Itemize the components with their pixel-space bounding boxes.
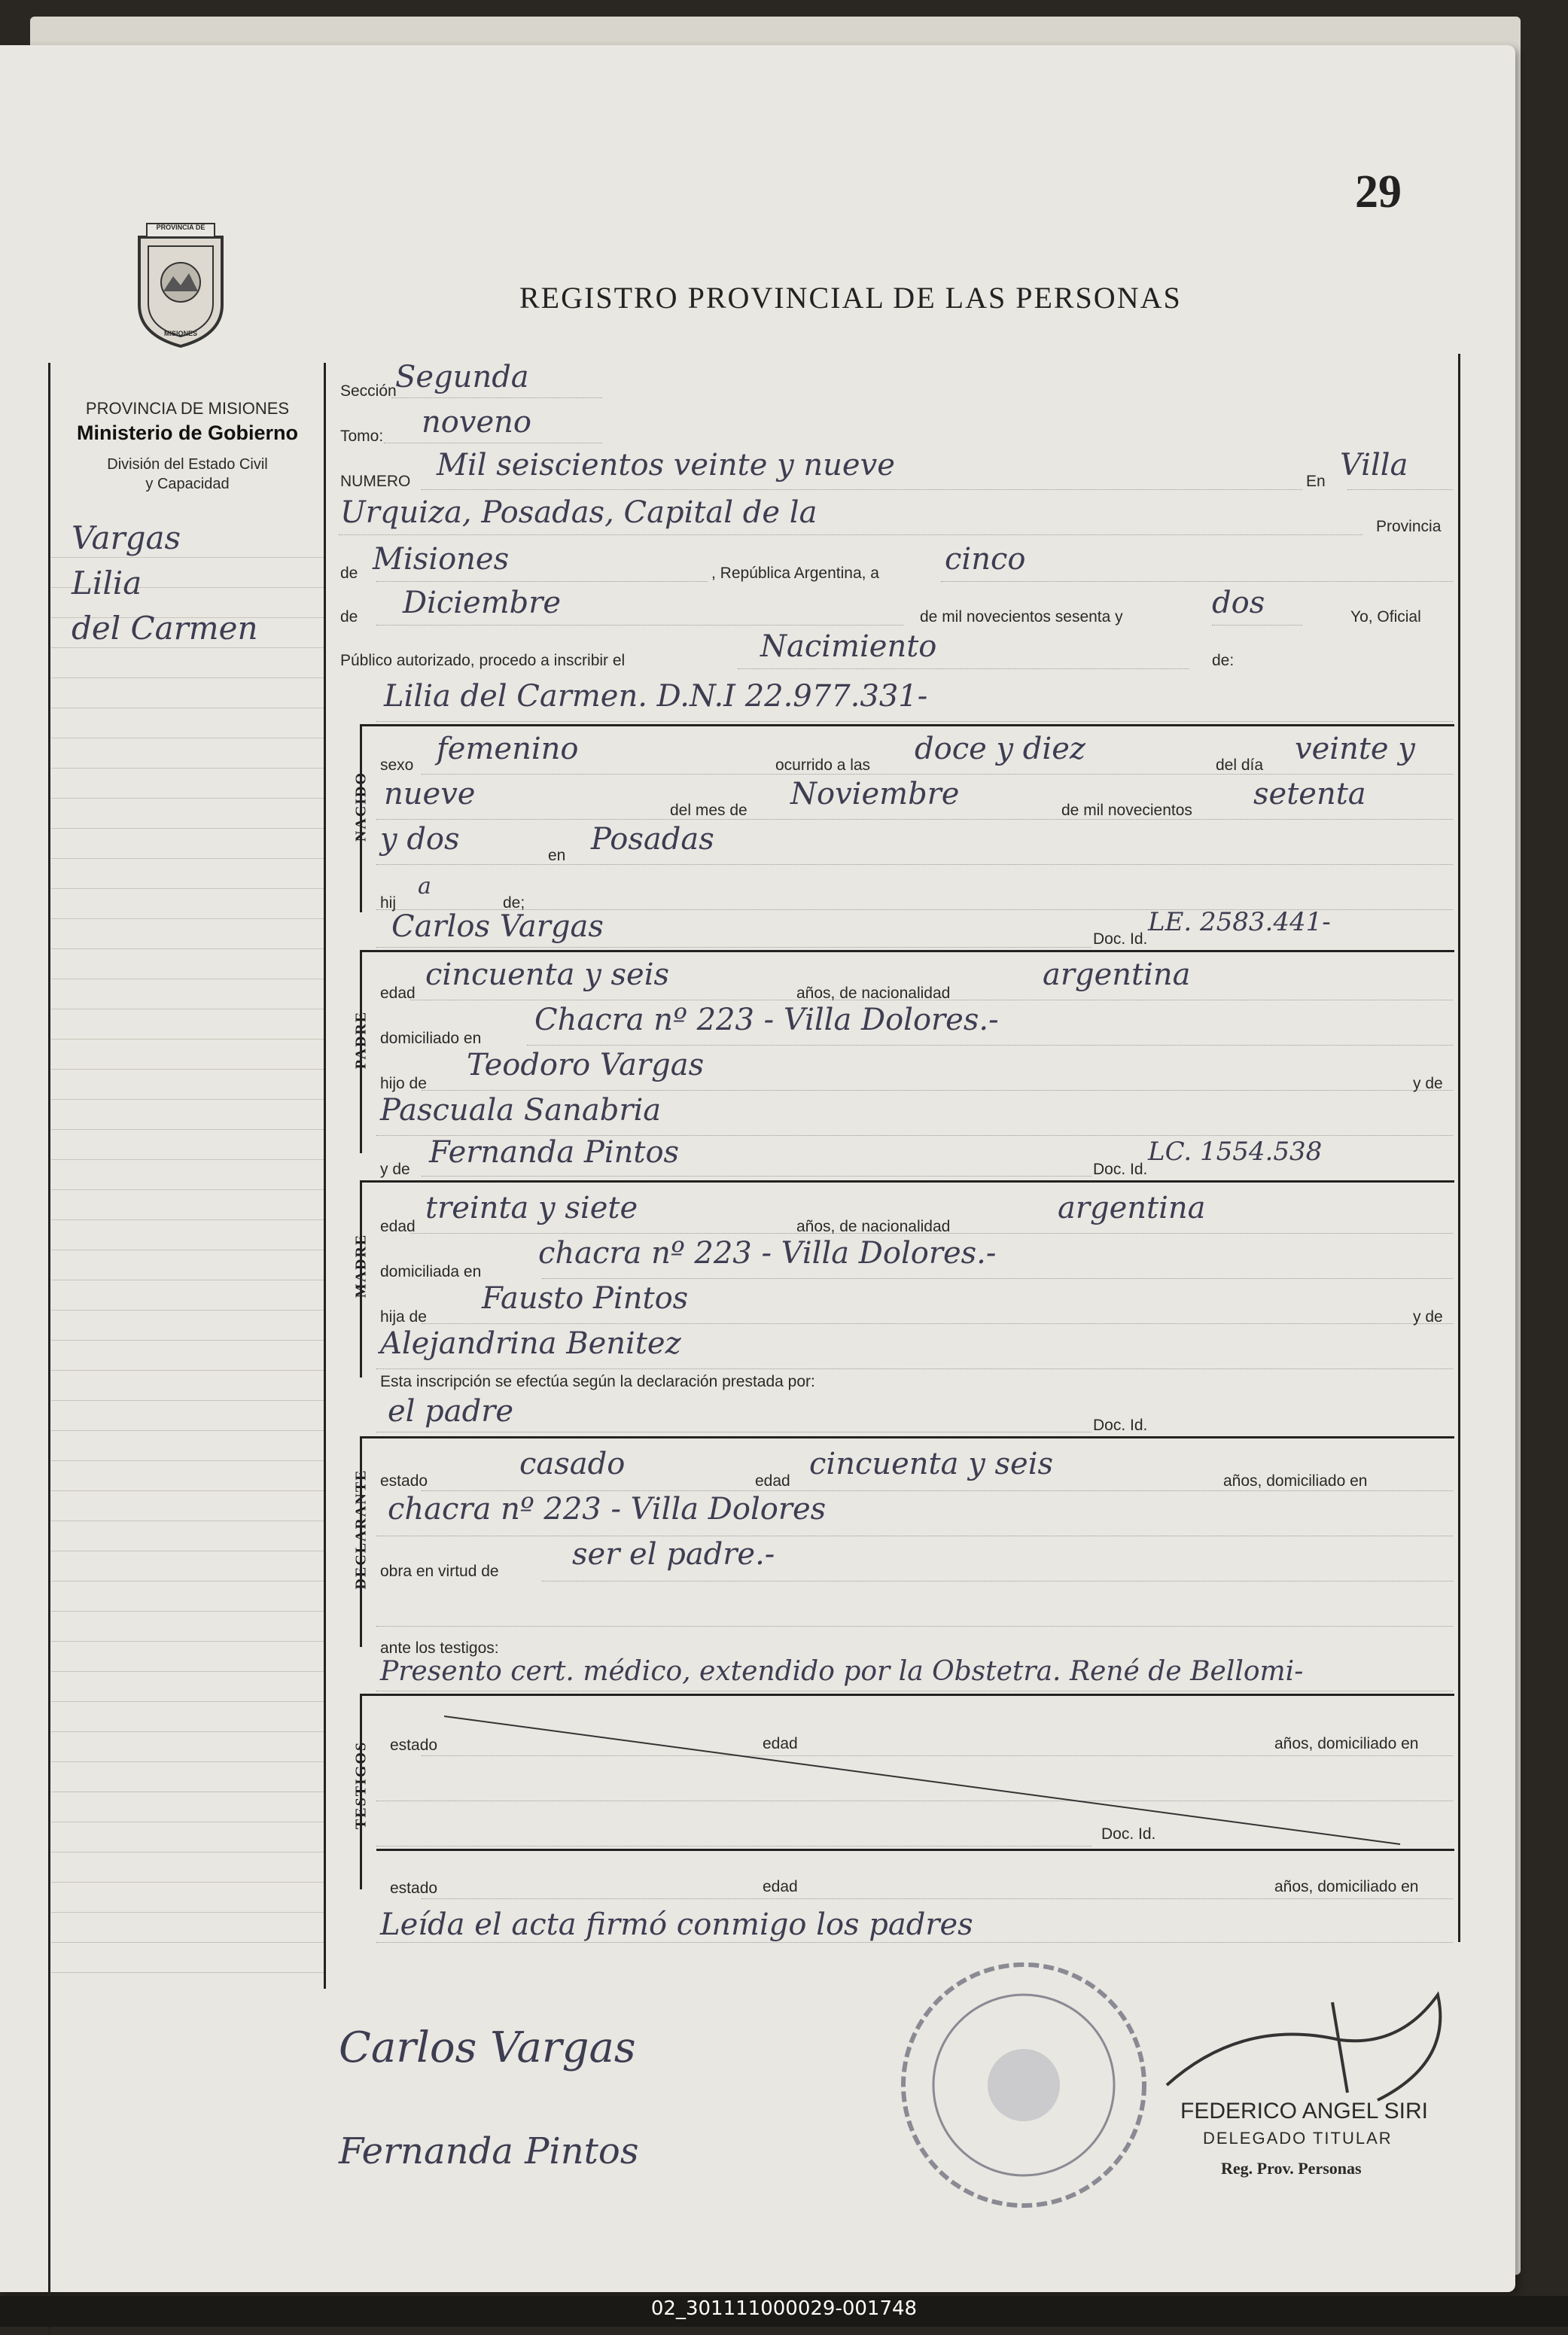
- label-de-colon: de:: [1212, 652, 1235, 669]
- label-padre-nac: años, de nacionalidad: [796, 985, 951, 1002]
- value-padre-padre: Teodoro Vargas: [467, 1048, 705, 1082]
- label-tomo: Tomo:: [340, 428, 384, 445]
- value-anio-nac-2: y dos: [380, 822, 460, 857]
- column-divider: [324, 363, 326, 1989]
- label-de-semicolon: de;: [503, 894, 525, 912]
- label-en: En: [1306, 473, 1326, 490]
- label-decl-edad: edad: [755, 1472, 790, 1490]
- value-acto: Nacimiento: [760, 629, 937, 664]
- label-madre-y-de: y de: [1413, 1308, 1443, 1326]
- value-madre-edad: treinta y siete: [425, 1191, 638, 1225]
- page-title: REGISTRO PROVINCIAL DE LAS PERSONAS: [519, 281, 1182, 315]
- value-dia-nac-2: nueve: [384, 777, 476, 811]
- value-padre-doc: LE. 2583.441-: [1148, 907, 1331, 937]
- page-number: 29: [1355, 166, 1402, 218]
- official-round-stamp-icon: [896, 1957, 1152, 2213]
- label-declarante-doc: Doc. Id.: [1093, 1417, 1148, 1434]
- value-madre-madre: Alejandrina Benitez: [380, 1326, 681, 1361]
- value-seccion: Segunda: [395, 360, 529, 394]
- value-mes: Diciembre: [403, 586, 562, 620]
- label-provincia: Provincia: [1376, 518, 1442, 535]
- label-testigo2-anos: años, domiciliado en: [1274, 1878, 1419, 1895]
- label-y-de-madre: y de: [380, 1161, 410, 1178]
- label-testigo1-doc: Doc. Id.: [1101, 1825, 1156, 1843]
- label-decl-estado: estado: [380, 1472, 428, 1490]
- header-division-1: División del Estado Civil: [107, 456, 268, 473]
- label-padre-edad: edad: [380, 985, 416, 1002]
- label-madre-dom: domiciliada en: [380, 1263, 482, 1280]
- header-division-2: y Capacidad: [145, 476, 230, 492]
- label-padre-dom: domiciliado en: [380, 1030, 482, 1047]
- value-en: Villa: [1340, 448, 1408, 483]
- value-decl-obra: ser el padre.-: [572, 1537, 775, 1572]
- label-padre-hijo: hijo de: [380, 1075, 427, 1092]
- label-padre-doc: Doc. Id.: [1093, 930, 1148, 948]
- value-cierre: Leída el acta firmó conmigo los padres: [380, 1907, 973, 1942]
- value-tomo: noveno: [422, 405, 531, 440]
- value-testigos: Presento cert. médico, extendido por la Obstetra. René de Bellomi-: [380, 1656, 1304, 1687]
- label-inscripcion: Esta inscripción se efectúa según la declaración prestada por:: [380, 1373, 815, 1390]
- value-decl-dom: chacra nº 223 - Villa Dolores: [388, 1492, 827, 1527]
- section-label-padre: PADRE: [352, 1010, 370, 1070]
- label-padre-y-de: y de: [1413, 1075, 1443, 1092]
- value-padre-nombre: Carlos Vargas: [391, 909, 604, 944]
- value-padre-madre: Pascuala Sanabria: [380, 1093, 662, 1128]
- value-nombre: Lilia del Carmen. D.N.I 22.977.331-: [384, 679, 928, 714]
- value-decl-edad: cincuenta y seis: [809, 1447, 1054, 1481]
- value-dia-nac-1: veinte y: [1295, 732, 1415, 766]
- value-hij-suffix: a: [418, 873, 431, 900]
- label-hij: hij: [380, 894, 397, 912]
- official-role: DELEGADO TITULAR: [1203, 2129, 1393, 2148]
- label-sexo: sexo: [380, 757, 414, 774]
- label-testigo1-edad: edad: [763, 1735, 798, 1752]
- value-anio-nac-1: setenta: [1253, 777, 1366, 811]
- label-republica: , República Argentina, a: [711, 565, 879, 582]
- label-madre-doc: Doc. Id.: [1093, 1161, 1148, 1178]
- label-testigo2-edad: edad: [763, 1878, 798, 1895]
- value-mes-nac: Noviembre: [790, 777, 960, 811]
- value-madre-nombre: Fernanda Pintos: [429, 1135, 680, 1170]
- value-declarante: el padre: [388, 1394, 514, 1429]
- label-en-lugar: en: [548, 847, 566, 864]
- value-padre-edad: cincuenta y seis: [425, 957, 670, 992]
- document-id: 02_301111000029-001748: [650, 2297, 918, 2320]
- value-dia: cinco: [945, 542, 1026, 577]
- right-frame-rule: [1458, 354, 1460, 1942]
- value-madre-dom: chacra nº 223 - Villa Dolores.-: [538, 1236, 997, 1271]
- signature-madre: Fernanda Pintos: [339, 2130, 639, 2172]
- value-locality: Urquiza, Posadas, Capital de la: [340, 495, 817, 530]
- seal-bottom-text: MISIONES: [163, 330, 197, 337]
- value-hora: doce y diez: [915, 732, 1085, 766]
- section-label-testigos: TESTIGOS: [352, 1740, 370, 1830]
- label-de-1: de: [340, 565, 358, 582]
- label-madre-nac: años, de nacionalidad: [796, 1218, 951, 1235]
- label-del-mes: del mes de: [670, 802, 747, 819]
- value-provincia: Misiones: [373, 542, 510, 577]
- label-madre-edad: edad: [380, 1218, 416, 1235]
- label-publico: Público autorizado, procedo a inscribir el: [340, 652, 626, 669]
- label-testigo1-anos: años, domiciliado en: [1274, 1735, 1419, 1752]
- official-office: Reg. Prov. Personas: [1221, 2159, 1362, 2178]
- section-label-madre: MADRE: [352, 1233, 370, 1298]
- label-testigo1-estado: estado: [390, 1737, 438, 1754]
- label-ante-testigos: ante los testigos:: [380, 1639, 499, 1657]
- section-label-declarante: DECLARANTE: [352, 1469, 370, 1590]
- official-signature-icon: [1152, 1972, 1468, 2108]
- testigo-strike-line: [444, 1712, 1408, 1848]
- seal-top-text: PROVINCIA DE: [156, 224, 206, 231]
- label-mil-sesenta: de mil novecientos sesenta y: [920, 608, 1123, 626]
- value-madre-padre: Fausto Pintos: [482, 1281, 689, 1316]
- margin-note-surname: Vargas: [72, 519, 181, 556]
- value-lugar-nac: Posadas: [591, 822, 714, 857]
- value-anio: dos: [1212, 586, 1265, 620]
- label-ocurrido: ocurrido a las: [775, 757, 871, 774]
- header-ministry: Ministerio de Gobierno: [76, 422, 299, 444]
- register-page: [0, 45, 1515, 2292]
- header-province: PROVINCIA DE MISIONES: [85, 399, 290, 418]
- label-seccion: Sección: [340, 382, 397, 400]
- value-sexo: femenino: [437, 732, 579, 766]
- label-yo-oficial: Yo, Oficial: [1350, 608, 1421, 626]
- label-numero: NUMERO: [340, 473, 411, 490]
- margin-note-name2: del Carmen: [72, 610, 258, 647]
- value-decl-estado: casado: [519, 1447, 626, 1481]
- label-del-dia: del día: [1216, 757, 1264, 774]
- left-margin-rule: [48, 363, 50, 2335]
- margin-note-name: Lilia: [72, 565, 142, 601]
- label-decl-anos: años, domiciliado en: [1223, 1472, 1368, 1490]
- value-padre-nac: argentina: [1043, 957, 1191, 992]
- value-madre-nac: argentina: [1058, 1191, 1206, 1225]
- label-de-2: de: [340, 608, 358, 626]
- official-name: FEDERICO ANGEL SIRI: [1180, 2099, 1428, 2123]
- value-madre-doc: LC. 1554.538: [1148, 1137, 1323, 1167]
- section-label-nacido: NACIDO: [352, 771, 370, 842]
- value-numero: Mil seiscientos veinte y nueve: [437, 448, 895, 483]
- label-madre-hija: hija de: [380, 1308, 427, 1326]
- label-testigo2-estado: estado: [390, 1880, 438, 1897]
- label-mil-nov: de mil novecientos: [1061, 802, 1192, 819]
- signature-padre: Carlos Vargas: [339, 2023, 636, 2072]
- value-padre-dom: Chacra nº 223 - Villa Dolores.-: [534, 1003, 999, 1037]
- label-decl-obra: obra en virtud de: [380, 1563, 499, 1580]
